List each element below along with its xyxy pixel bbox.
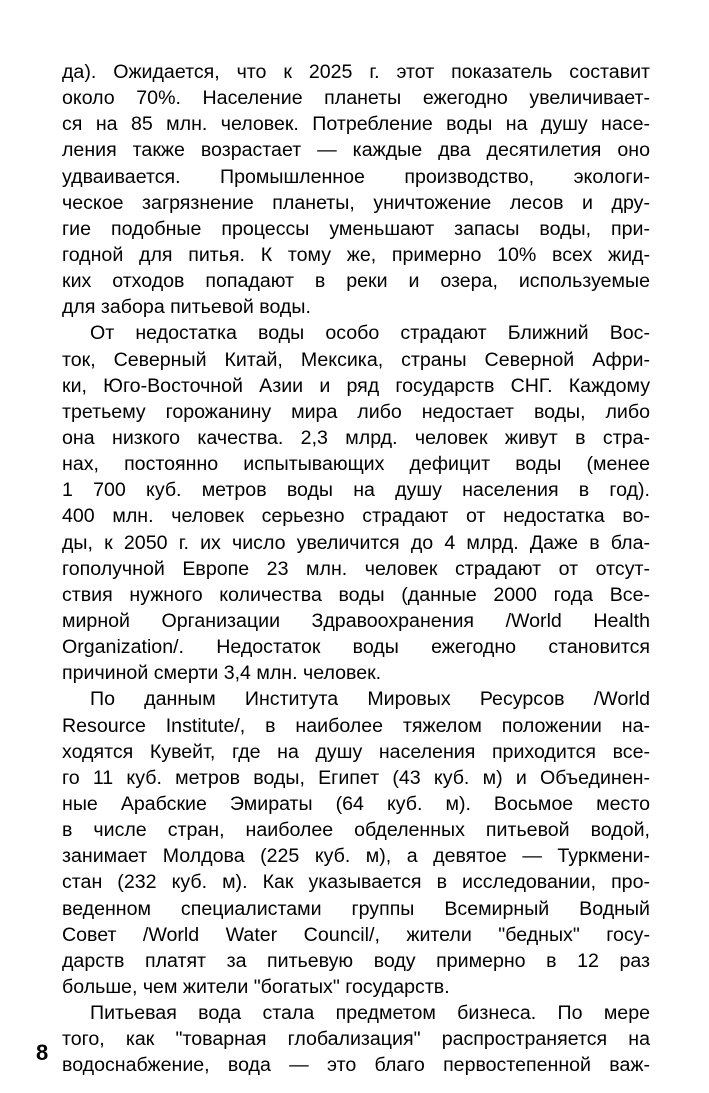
text-line: ды, к 2050 г. их число увеличится до 4 млрд. Даже в бла- <box>62 531 650 554</box>
text-line: Resource Institute/, в наиболее тяжелом положении на- <box>62 714 650 737</box>
text-line: причиной смерти 3,4 млн. человек. <box>62 662 382 685</box>
text-line: в числе стран, наиболее обделенных питьевой водой, <box>62 819 650 842</box>
text-line: веденном специалистами группы Всемирный Водный <box>62 897 650 920</box>
text-line: Organization/. Недостаток воды ежегодно становится <box>62 636 650 659</box>
text-line: ные Арабские Эмираты (64 куб. м). Восьмое место <box>62 792 650 815</box>
text-line: того, как "товарная глобализация" распространяется на <box>62 1028 650 1051</box>
text-line: гополучной Европе 23 млн. человек страдают от отсут- <box>62 557 650 580</box>
paragraph <box>62 686 650 1000</box>
text-line: От недостатка воды особо страдают Ближний Вос- <box>90 322 650 345</box>
text-line: ления также возрастает — каждые два десятилетия оно <box>62 139 650 162</box>
text-line: нах, постоянно испытывающих дефицит воды (менее <box>62 453 650 476</box>
text-line: больше, чем жители "богатых" государств. <box>62 975 450 998</box>
page-number: 8 <box>36 1040 49 1065</box>
text-line: она низкого качества. 2,3 млрд. человек живут в стра- <box>62 426 650 449</box>
text-line: ствия нужного количества воды (данные 2000 года Все- <box>62 583 650 606</box>
text-line: го 11 куб. метров воды, Египет (43 куб. м) и Объединен- <box>62 766 650 789</box>
text-line: годной для питья. К тому же, примерно 10% всех жид- <box>62 243 650 266</box>
text-line: ки, Юго-Восточной Азии и ряд государств СНГ. Каждому <box>62 374 650 397</box>
text-line: ческое загрязнение планеты, уничтожение лесов и дру- <box>62 191 650 214</box>
text-line: да). Ожидается, что к 2025 г. этот показатель составит <box>62 61 650 83</box>
paragraph <box>62 320 650 686</box>
text-line: около 70%. Население планеты ежегодно увеличивает- <box>62 87 650 110</box>
text-line: ток, Северный Китай, Мексика, страны Северной Афри- <box>62 348 650 371</box>
text-line: 400 млн. человек серьезно страдают от недостатка во- <box>62 505 650 528</box>
text-line: гие подобные процессы уменьшают запасы воды, при- <box>62 217 650 240</box>
text-line: удваивается. Промышленное производство, экологи- <box>62 165 650 188</box>
text-line: для забора питьевой воды. <box>62 296 311 319</box>
text-line: Питьевая вода стала предметом бизнеса. По мере <box>90 1002 650 1025</box>
text-line: ходятся Кувейт, где на душу населения приходится все- <box>62 740 650 763</box>
text-line: ся на 85 млн. человек. Потребление воды на душу насе- <box>62 113 650 136</box>
text-line: 1 700 куб. метров воды на душу населения в год). <box>62 479 650 502</box>
paragraph <box>62 1000 650 1078</box>
text-line: водоснабжение, вода — это благо первостепенной важ- <box>62 1054 650 1077</box>
text-line: стан (232 куб. м). Как указывается в исследовании, про- <box>62 871 650 894</box>
body-text <box>62 59 650 1078</box>
text-line: третьему горожанину мира либо недостает воды, либо <box>62 400 650 423</box>
paragraph <box>62 59 650 320</box>
text-line: занимает Молдова (225 куб. м), а девятое — Туркмени- <box>62 845 650 868</box>
text-line: мирной Организации Здравоохранения /World Health <box>62 609 650 632</box>
text-line: ких отходов попадают в реки и озера, используемые <box>62 270 650 293</box>
text-line: По данным Института Мировых Ресурсов /World <box>90 688 650 711</box>
text-line: дарств платят за питьевую воду примерно в 12 раз <box>62 949 650 972</box>
text-line: Совет /World Water Council/, жители "бедных" госу- <box>62 923 650 946</box>
